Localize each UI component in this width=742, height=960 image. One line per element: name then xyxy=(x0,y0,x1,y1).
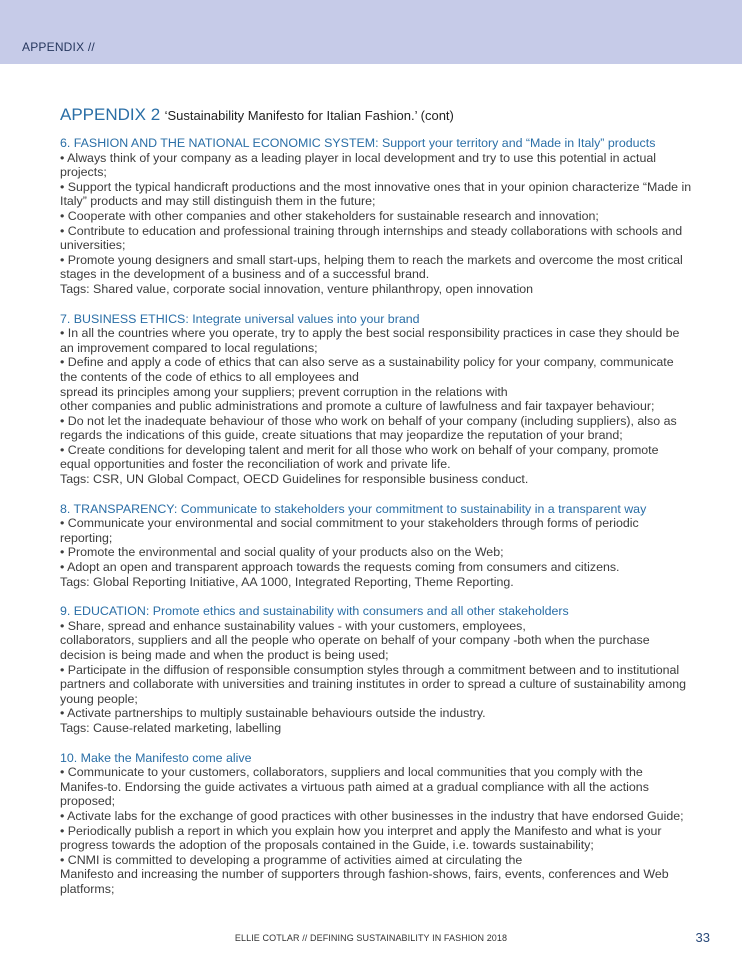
section-line: • Support the typical handicraft productions and the most innovative ones that in your opinion characterize “Made in Italy” products and may still distinguish them in the future; xyxy=(60,179,692,209)
manifesto-section xyxy=(60,604,692,735)
section-label: APPENDIX // xyxy=(22,40,95,54)
header-band xyxy=(0,0,742,64)
section-line: Manifesto and increasing the number of supporters through fashion-shows, fairs, events, conferences and Web platforms; xyxy=(60,867,669,896)
section-line: • Contribute to education and professional training through internships and steady collaborations with schools and universities; xyxy=(60,223,683,253)
section-line: • Promote the environmental and social quality of your products also on the Web; xyxy=(60,545,504,560)
section-tags: Tags: CSR, UN Global Compact, OECD Guidelines for responsible business conduct. xyxy=(60,472,529,487)
section-line: • Promote young designers and small start-ups, helping them to reach the markets and overcome the most critical stages in the development of a business and of a successful brand. xyxy=(60,252,683,282)
appendix-subtitle: ‘Sustainability Manifesto for Italian Fashion.’ (cont) xyxy=(164,108,454,123)
page-number: 33 xyxy=(695,930,710,945)
section-line: spread its principles among your suppliers; prevent corruption in the relations with xyxy=(60,384,508,399)
section-line: • Activate labs for the exchange of good practices with other businesses in the industry that have endorsed Guide; xyxy=(60,808,684,823)
section-line: • Adopt an open and transparent approach towards the requests coming from consumers and citizens. xyxy=(60,560,620,575)
section-line: other companies and public administrations and promote a culture of lawfulness and fair taxpayer behaviour; xyxy=(60,399,655,414)
section-heading: 7. BUSINESS ETHICS: Integrate universal values into your brand xyxy=(60,311,420,326)
section-list xyxy=(60,619,692,721)
manifesto-section xyxy=(60,312,692,487)
section-list xyxy=(60,765,692,896)
section-heading: 6. FASHION AND THE NATIONAL ECONOMIC SYSTEM: Support your territory and “Made in Italy” products xyxy=(60,136,656,150)
section-tags: Tags: Shared value, corporate social innovation, venture philanthropy, open innovation xyxy=(60,281,533,296)
section-heading: 10. Make the Manifesto come alive xyxy=(60,750,252,765)
section-list xyxy=(60,516,692,574)
section-line: • Always think of your company as a leading player in local development and try to use this potential in actual projects; xyxy=(60,150,656,180)
manifesto-section xyxy=(60,751,692,897)
sections-container xyxy=(60,136,692,897)
section-heading: 8. TRANSPARENCY: Communicate to stakeholders your commitment to sustainability in a transparent way xyxy=(60,501,647,516)
section-line: • Do not let the inadequate behaviour of those who work on behalf of your company (including suppliers), also as regards the indications of this guide, create situations that may jeopardize the reputation of your brand; xyxy=(60,413,677,443)
section-list xyxy=(60,326,692,472)
section-heading: 9. EDUCATION: Promote ethics and sustainability with consumers and all other stakeholders xyxy=(60,604,569,619)
section-line: • Cooperate with other companies and other stakeholders for sustainable research and innovation; xyxy=(60,208,599,223)
section-line: • Create conditions for developing talent and merit for all those who work on behalf of your company, promote equal opportunities and foster the reconciliation of work and private life. xyxy=(60,442,659,472)
section-line: collaborators, suppliers and all the people who operate on behalf of your company -both when the purchase decision is being made and when the product is being used; xyxy=(60,633,650,662)
section-line: • Communicate your environmental and social commitment to your stakeholders through forms of periodic reporting; xyxy=(60,516,639,545)
footer-credit: ELLIE COTLAR // DEFINING SUSTAINABILITY IN FASHION 2018 xyxy=(234,933,508,943)
manifesto-section xyxy=(60,136,692,297)
section-tags: Tags: Global Reporting Initiative, AA 1000, Integrated Reporting, Theme Reporting. xyxy=(60,574,514,589)
section-line: • CNMI is committed to developing a programme of activities aimed at circulating the xyxy=(60,852,523,867)
section-line: • Define and apply a code of ethics that can also serve as a sustainability policy for your company, communicate the contents of the code of ethics to all employees and xyxy=(60,355,674,384)
section-line: • Participate in the diffusion of responsible consumption styles through a commitment between and to institutional partners and collaborate with universities and training institutes in order to spread a culture of sustainability among young people; xyxy=(60,662,687,706)
section-line: • Share, spread and enhance sustainability values - with your customers, employees, xyxy=(60,618,526,633)
section-line: • Communicate to your customers, collaborators, suppliers and local communities that you comply with the Manifes-to. Endorsing the guide activates a virtuous path aimed at a gradual compliance with all the actions proposed; xyxy=(60,765,649,809)
section-list xyxy=(60,151,692,282)
section-tags: Tags: Cause-related marketing, labelling xyxy=(60,720,282,735)
section-line: • Periodically publish a report in which you explain how you interpret and apply the Manifesto and what is your progress towards the adoption of the proposals contained in the Guide, i.e. towards sustainability; xyxy=(60,823,662,853)
section-line: • In all the countries where you operate, try to apply the best social responsibility practices in case they should be an improvement compared to local regulations; xyxy=(60,326,680,355)
page-title xyxy=(60,105,692,125)
manifesto-section xyxy=(60,502,692,590)
page-content xyxy=(60,105,692,912)
section-line: • Activate partnerships to multiply sustainable behaviours outside the industry. xyxy=(60,706,486,721)
appendix-number: APPENDIX 2 xyxy=(60,105,161,124)
